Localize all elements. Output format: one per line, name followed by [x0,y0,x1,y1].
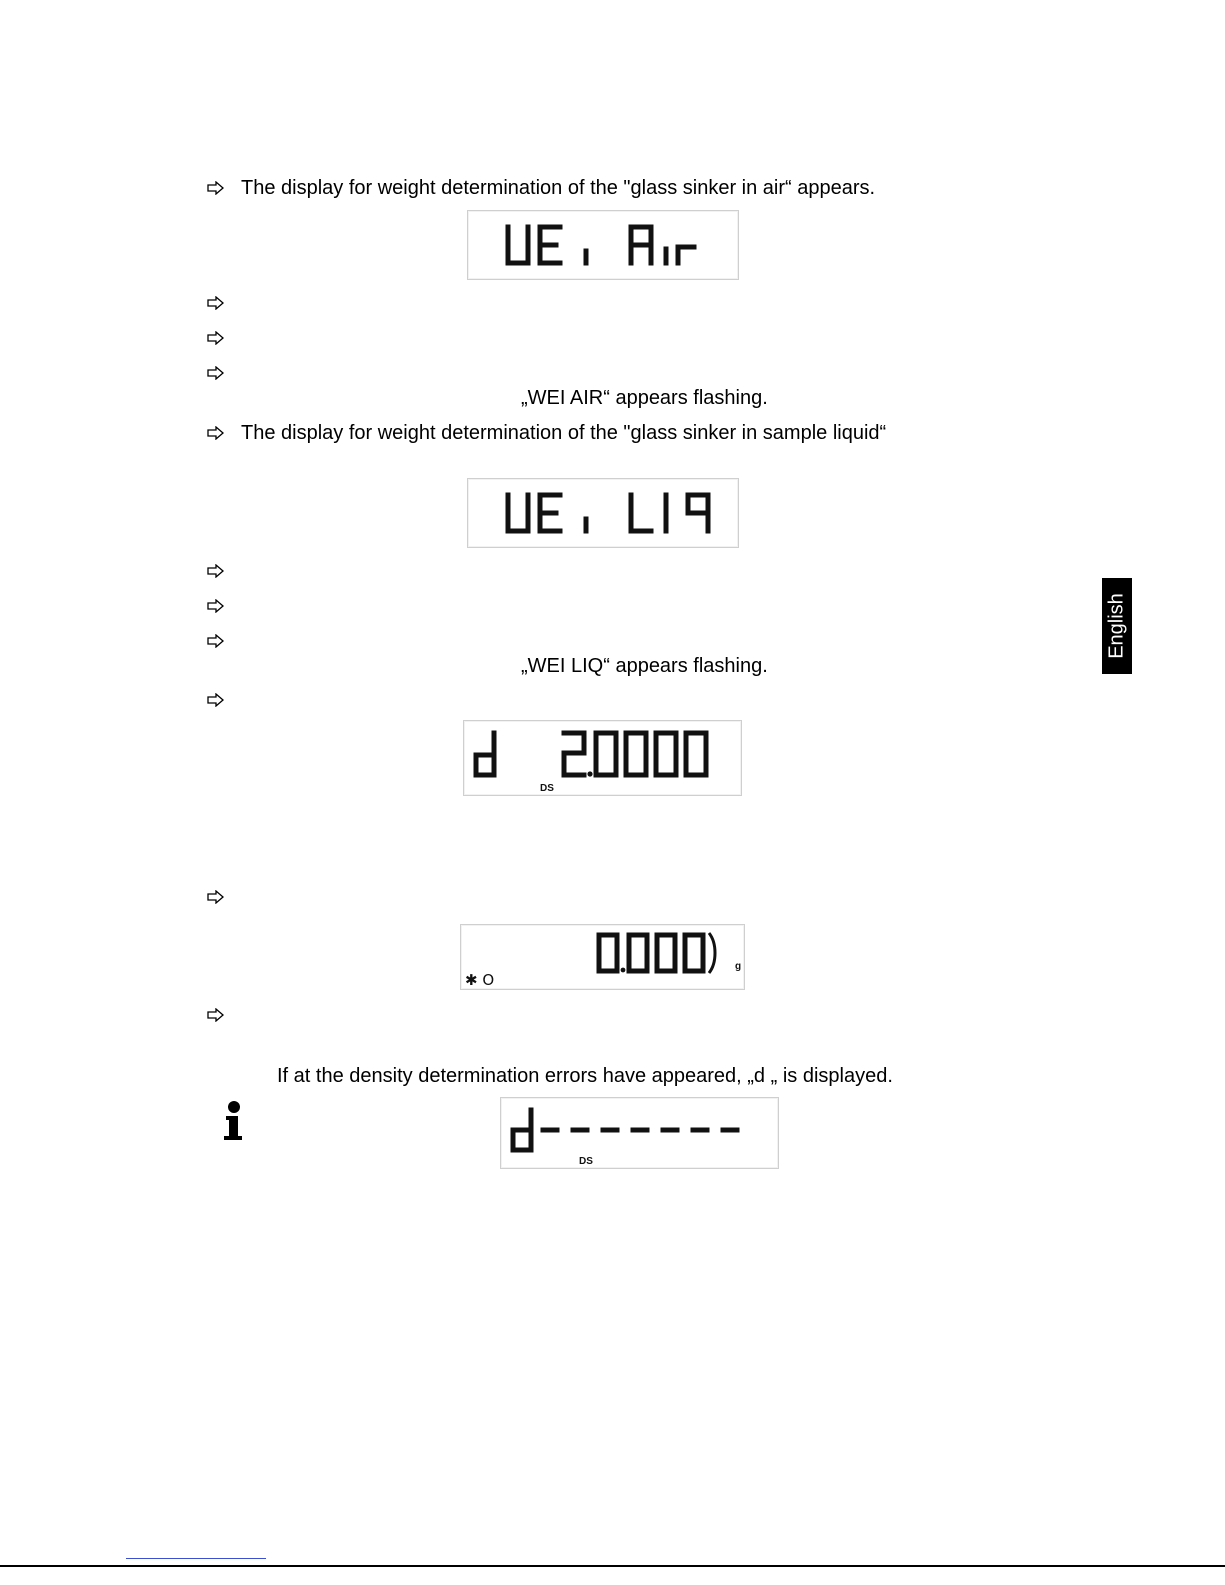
step-text: The display for weight determination of the "glass sinker in sample liquid“ [241,422,887,444]
lcd-display-density [463,720,742,796]
ds-indicator: DS [540,783,554,794]
lcd-density-segments [464,721,741,795]
lcd-display-wei-liq [467,478,739,548]
bullet-arrow-icon [207,181,225,195]
bullet-arrow-icon [207,296,225,310]
step-text: „WEI AIR“ appears flashing. [521,387,768,409]
lcd-display-error [500,1097,779,1169]
bullet-arrow-icon [207,366,225,380]
lcd-error-segments [501,1098,778,1168]
info-note-text: If at the density determination errors have appeared, „d „ is displayed. [277,1065,893,1087]
bullet-arrow-icon [207,1008,225,1022]
lcd-display-wei-air [467,210,739,280]
lcd-display-weight [460,924,745,990]
language-tab [1102,578,1132,674]
unit-label: g [735,961,742,972]
ds-indicator: DS [579,1156,593,1167]
stability-indicator: ✱ O [465,971,495,989]
lcd-wei-air-segments [468,211,738,279]
lcd-wei-liq-segments [468,479,738,547]
bullet-arrow-icon [207,599,225,613]
bullet-arrow-icon [207,634,225,648]
bullet-arrow-icon [207,426,225,440]
footer-rule [0,1565,1225,1567]
lcd-weight-segments [461,925,744,989]
step-text: „WEI LIQ“ appears flashing. [521,655,768,677]
bullet-arrow-icon [207,890,225,904]
step-text: The display for weight determination of the "glass sinker in air“ appears. [241,177,876,199]
bullet-arrow-icon [207,331,225,345]
bullet-arrow-icon [207,564,225,578]
bullet-arrow-icon [207,693,225,707]
footnote-link-line [126,1558,266,1559]
info-icon [220,1100,248,1142]
language-tab-label: English [1105,593,1128,659]
